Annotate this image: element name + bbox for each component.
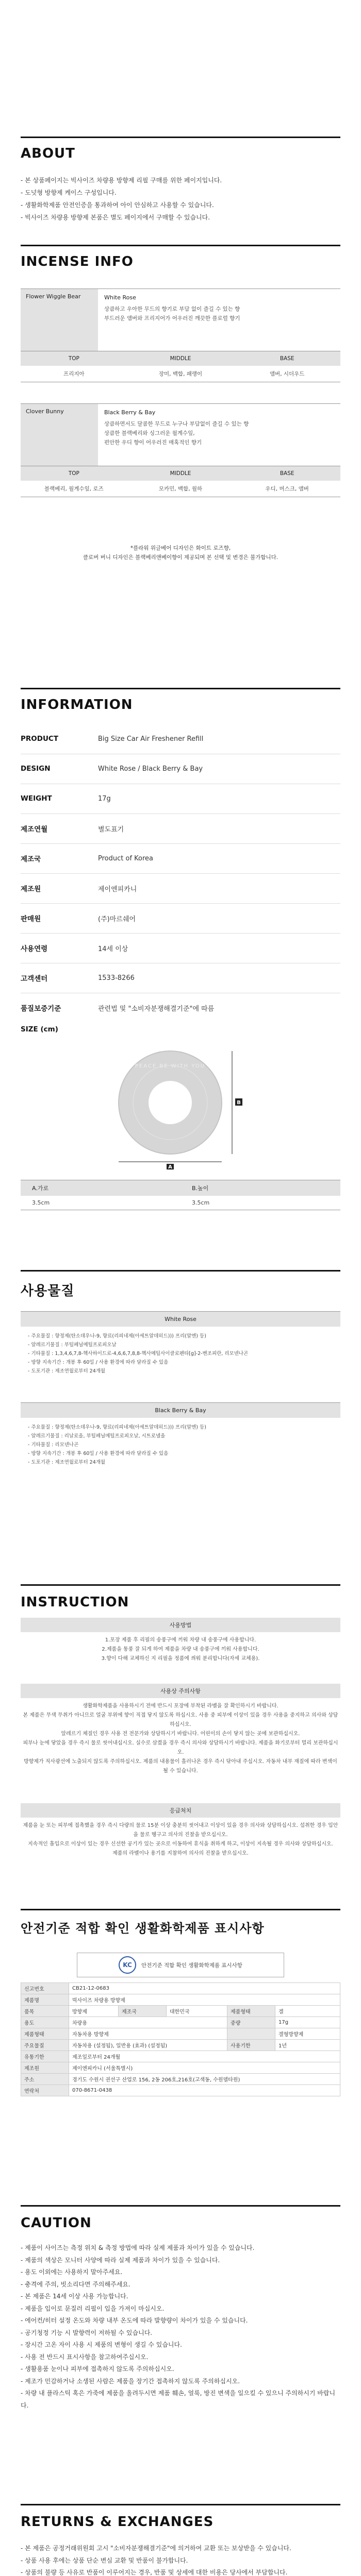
returns-item: - 본 제품은 공정거래위원회 고시 "소비자분쟁해결기준"에 의거하여 교환 또는 보상받을 수 있습니다. bbox=[21, 2545, 291, 2552]
safety-value: 빅사이즈 차량용 방향제 bbox=[69, 1994, 340, 2006]
safety-value: 070-8671-0438 bbox=[69, 2085, 340, 2096]
info-key: 고객센터 bbox=[21, 975, 48, 983]
safety-row bbox=[21, 2006, 340, 2017]
dim-a-label: A bbox=[168, 1164, 172, 1170]
kc-mark-icon: KC bbox=[119, 1956, 136, 1974]
safety-key: 제조국 bbox=[118, 2006, 166, 2017]
info-value: 별도표기 bbox=[98, 825, 124, 834]
note-base: 앰버, 시더우드 bbox=[269, 371, 305, 377]
safety-row bbox=[21, 2051, 340, 2062]
ingredient-group-body bbox=[21, 1423, 340, 1467]
ring-diagram bbox=[72, 1046, 289, 1170]
safety-value: 경기도 수원시 권선구 산업로 156, 2동 206호,216호(고색동, 수원델타원) bbox=[69, 2074, 340, 2085]
info-row-product bbox=[21, 724, 340, 754]
ingredient-line: - 알레르기물질 : 부틸페닐메틸프로피오날 bbox=[28, 1342, 117, 1348]
info-key: WEIGHT bbox=[21, 794, 52, 803]
info-key: 제조원 bbox=[21, 885, 41, 893]
safety-value: 제이엔피카니 (서울특별시) bbox=[69, 2062, 340, 2074]
info-key: DESIGN bbox=[21, 765, 51, 773]
safety-key: 제품형태 bbox=[227, 2006, 275, 2017]
about-item: - 생활화학제품 안전인증을 통과하여 아이 안심하고 사용할 수 있습니다. bbox=[21, 201, 214, 209]
about-item: - 본 상품페이지는 빅사이즈 차량용 방향제 리필 구매를 위한 페이지입니다. bbox=[21, 177, 222, 184]
info-value: (주)마르쉐어 bbox=[98, 915, 136, 923]
info-key: 제조연월 bbox=[21, 825, 48, 834]
ingredient-line: - 기타물질 : 1,3,4,6,7,8-헥사하이드로-4,6,6,7,8,8-헥사메틸사이클로펜타[g]-2-벤조피란, 리모넨나곤 bbox=[28, 1351, 249, 1357]
safety-row bbox=[21, 1994, 340, 2006]
safety-key: 주요물질 bbox=[21, 2040, 69, 2051]
notes-header-base: BASE bbox=[280, 470, 294, 477]
safety-key bbox=[227, 2028, 275, 2040]
scent-flower-wiggle-bear bbox=[21, 289, 340, 382]
notes-row bbox=[21, 366, 340, 382]
notes-header-middle: MIDDLE bbox=[170, 355, 191, 362]
safety-value: 자동차용 (설정됨), 일반용 (효과) (설정됨) bbox=[69, 2040, 227, 2051]
ingredient-line: - 기타물질 : 리모넨나곤 bbox=[28, 1442, 79, 1448]
notes-header-base: BASE bbox=[280, 355, 294, 362]
safety-key: 제품형태 bbox=[21, 2028, 69, 2040]
safety-value: 겔형방향제 bbox=[275, 2028, 340, 2040]
returns-item: - 상품의 불량 등 사유로 반품이 이루어지는 경우, 반품 및 상세에 대한 비용은 당사에서 부담합니다. bbox=[21, 2569, 288, 2576]
caution-item: - 본 제품은 14세 이상 사용 가능합니다. bbox=[21, 2293, 128, 2300]
safety-label bbox=[21, 1953, 340, 2096]
ring-hole bbox=[149, 1081, 192, 1124]
instruction-block-header: 사용상 주의사항 bbox=[21, 1684, 340, 1698]
safety-row bbox=[21, 2040, 340, 2051]
info-key: 품질보증기준 bbox=[21, 1005, 61, 1013]
instruction-block-body: 제품을 눈 또는 피부에 접촉했을 경우 즉시 다량의 물로 15분 이상 충분히 씻어내고 이상이 있을 경우 의사와 상담하십시오. 섭취한 경우 입안을 물로 헹구고 의사의 진찰을 받으십시오. 지속적인 흡입으로 이상이 있는 경우 신선한 공기가 있는 곳으로 이동하여 휴식을 취하게 하고, 이상이 지속될 경우 의사와 상담하십시오. 제품의 라벨이나 용기를 지참하여 의사의 진찰을 받으십시오. bbox=[23, 1823, 338, 1856]
info-row-manufacturer bbox=[21, 873, 340, 904]
caution-item: - 충격에 주의, 빗소리다면 주의해주세요. bbox=[21, 2280, 130, 2288]
note-base: 우디, 머스크, 앰버 bbox=[265, 486, 309, 492]
safety-row bbox=[21, 1983, 340, 1994]
safety-value: 방향제 bbox=[69, 2006, 119, 2017]
info-row-manufacture-date bbox=[21, 814, 340, 844]
safety-row bbox=[21, 2062, 340, 2074]
info-row-quality bbox=[21, 993, 340, 1023]
caution-item: - 공기청정 기능 시 발향력이 저하될 수 있습니다. bbox=[21, 2329, 153, 2336]
caution-item: - 차량 내 플라스틱 혹은 가죽에 제품을 올려두시면 제품 훼손, 얼룩, 방진 변색을 일으킬 수 있으니 주의하시기 바랍니다. bbox=[21, 2389, 336, 2409]
scent-desc-text: 상큼하면서도 달콤한 무드로 누구나 부담없이 즐길 수 있는 향 상큼한 블랙베리와 싱그러운 월계수잎, 편안한 우디 향이 어우러진 매혹적인 향기 bbox=[104, 421, 249, 446]
safety-key: 용도 bbox=[21, 2017, 69, 2028]
about-list bbox=[21, 174, 340, 224]
incense-title: INCENSE INFO bbox=[21, 254, 134, 269]
returns-list bbox=[21, 2543, 340, 2576]
safety-value: CB21-12-0683 bbox=[69, 1983, 340, 1994]
instruction-block-header: 사용방법 bbox=[21, 1618, 340, 1632]
safety-row bbox=[21, 2028, 340, 2040]
info-row-seller bbox=[21, 903, 340, 934]
ingredient-group-body bbox=[21, 1332, 340, 1376]
safety-value: 1년 bbox=[275, 2040, 340, 2051]
returns-rule bbox=[21, 2504, 340, 2505]
instruction-block-body: 1.포장 제품 후 리필의 송풍구에 끼워 차량 내 송풍구에 사용합니다. 2.제품을 통풍 잘 되게 하여 제품을 차량 내 송풍구에 끼워 사용합니다. 3.향이 다해 교체하신 지 리필을 정품에 씌워 분리합니다(자세 교체용). bbox=[101, 1637, 260, 1662]
info-value: 제이엔피카니 bbox=[98, 885, 137, 893]
about-title: ABOUT bbox=[21, 146, 75, 161]
safety-value: 제조일로부터 24개월 bbox=[69, 2051, 340, 2062]
size-table bbox=[21, 1180, 340, 1210]
info-row-customer-center bbox=[21, 963, 340, 993]
ingredient-line: - 도포기관 : 제조연월로부터 24개월 bbox=[28, 1368, 106, 1374]
safety-value: 차량용 bbox=[69, 2017, 227, 2028]
info-value: 17g bbox=[98, 794, 111, 803]
safety-title: 안전기준 적합 확인 생활화학제품 표시사항 bbox=[21, 1921, 265, 1936]
about-item: - 빅사이즈 차량용 방향제 본품은 별도 페이지에서 구매할 수 있습니다. bbox=[21, 214, 210, 221]
ingredient-group-header: Black Berry & Bay bbox=[21, 1402, 340, 1418]
notes-row bbox=[21, 481, 340, 497]
info-value: Product of Korea bbox=[98, 854, 154, 862]
info-value: White Rose / Black Berry & Bay bbox=[98, 765, 203, 773]
safety-table bbox=[21, 1982, 340, 2096]
safety-key: 주소 bbox=[21, 2074, 69, 2085]
info-value: Big Size Car Air Freshener Refill bbox=[98, 735, 204, 743]
ingredient-line: - 알레르기물질 : 리날로올, 부틸페닐메틸프로피오날, 시트로넬올 bbox=[28, 1433, 166, 1439]
caution-item: - 제품의 색상은 모니터 사양에 따라 실제 제품과 차이가 있을 수 있습니다. bbox=[21, 2256, 220, 2264]
safety-key: 신고번호 bbox=[21, 1983, 69, 1994]
info-key: 사용연령 bbox=[21, 945, 48, 953]
caution-rule bbox=[21, 2205, 340, 2207]
dim-b-label: B bbox=[237, 1100, 241, 1106]
scent-desc-title: Black Berry & Bay bbox=[104, 409, 156, 416]
safety-value: 겔 bbox=[275, 2006, 340, 2017]
caution-item: - 용도 이외에는 사용하지 말아주세요. bbox=[21, 2268, 123, 2276]
information-rule bbox=[21, 688, 340, 689]
notes-header bbox=[21, 466, 340, 481]
info-row-country bbox=[21, 843, 340, 874]
caution-title: CAUTION bbox=[21, 2215, 92, 2231]
safety-value: 17g bbox=[275, 2017, 340, 2028]
about-rule bbox=[21, 137, 340, 138]
returns-title: RETURNS & EXCHANGES bbox=[21, 2514, 214, 2530]
safety-key: 중량 bbox=[227, 2017, 275, 2028]
info-row-design bbox=[21, 754, 340, 784]
safety-row bbox=[21, 2074, 340, 2085]
safety-value: 대한민국 bbox=[166, 2006, 227, 2017]
ingredient-group-header: White Rose bbox=[21, 1311, 340, 1327]
instruction-rule bbox=[21, 1584, 340, 1586]
size-header-height: B.높이 bbox=[192, 1185, 209, 1192]
scent-description bbox=[98, 404, 340, 466]
size-table-row bbox=[21, 1196, 340, 1210]
ingredient-line: - 방향 지속기간 : 개봉 후 60일 / 사용 환경에 따라 달라질 수 있음 bbox=[28, 1451, 169, 1456]
ring-text: PEACE BE WITH YOU bbox=[135, 1063, 206, 1069]
notes-header-top: TOP bbox=[68, 470, 79, 477]
ingredient-line: - 주요물질 : 향정제(탄소데우나-9, 향료(리피네제(아세트알데히드))) 프리(알엔) 등) bbox=[28, 1333, 206, 1339]
caution-item: - 사용 전 반드시 표시사항을 참고하여주십시오. bbox=[21, 2353, 149, 2361]
ingredients-rule bbox=[21, 1270, 340, 1272]
scent-description bbox=[98, 289, 340, 351]
info-row-weight bbox=[21, 784, 340, 814]
caution-item: - 제품이 사이즈는 측정 위치 & 측정 방법에 따라 실제 제품과 차이가 있을 수 있습니다. bbox=[21, 2244, 255, 2251]
notes-header bbox=[21, 351, 340, 366]
info-row-age bbox=[21, 933, 340, 963]
safety-value: 자동차용 방향제 bbox=[69, 2028, 227, 2040]
safety-row bbox=[21, 2085, 340, 2096]
instruction-block-body: 생활화학제품을 사용하시기 전에 반드시 포장에 부착된 라벨을 잘 확인하시기 바랍니다. 본 제품은 무색 무취가 아니므로 얼굴 부위에 향이 직접 닿지 않도록 하십시오. 사용 중 피부에 이상이 있을 경우 사용을 중지하고 의사와 상담하십시오. 알레르기 체질인 경우 사용 전 전문가와 상담하시기 바랍니다. 어린이의 손이 닿지 않는 곳에 보관하십시오. 피부나 눈에 닿았을 경우 즉시 물로 씻어내십시오. 실수로 삼켰을 경우 즉시 의사와 상담하시기 바랍니다. 제품을 화기로부터 멀리 보관하십시오. 방향제가 직사광선에 노출되지 않도록 주의하십시오. 제품의 내용물이 흘러나온 경우 즉시 닦아내 주십시오. 자동차 내부 재질에 따라 변색이 될 수 있습니다. bbox=[23, 1703, 338, 1774]
notes-header-middle: MIDDLE bbox=[170, 470, 191, 477]
about-item: - 도넛형 방향제 케이스 구성입니다. bbox=[21, 189, 117, 196]
info-key: PRODUCT bbox=[21, 735, 59, 743]
safety-key: 제조원 bbox=[21, 2062, 69, 2074]
note-top: 블랙베리, 월계수잎, 로즈 bbox=[44, 486, 104, 492]
safety-badge bbox=[77, 1953, 284, 1977]
info-value: 관련법 및 "소비자분쟁해결기준"에 따름 bbox=[98, 1005, 215, 1013]
ingredients-title: 사용물질 bbox=[21, 1283, 75, 1299]
incense-rule bbox=[21, 245, 340, 246]
info-key: 판매원 bbox=[21, 915, 41, 923]
note-middle: 모카민, 백합, 월하 bbox=[158, 486, 203, 492]
caution-item: - 생활용품 눈이나 피부에 접촉하지 않도록 주의하십시오. bbox=[21, 2365, 174, 2372]
caution-item: - 에어컨/히터 설정 온도와 차량 내부 온도에 따라 발향량이 차이가 있을 수 있습니다. bbox=[21, 2317, 248, 2324]
size-header-width: A.가로 bbox=[32, 1185, 49, 1192]
incense-footnote: *플라워 위글베어 디자인은 화이트 로즈향, 클로버 버니 디자인은 블랙베리앤베이향이 제공되며 본 선택 및 변경은 불가합니다. bbox=[83, 545, 278, 561]
ingredient-line: - 방향 지속기간 : 개봉 후 60일 / 사용 환경에 따라 달라질 수 있음 bbox=[28, 1360, 169, 1365]
caution-item: - 장시간 고온 자이 사용 시 제품의 변형이 생길 수 있습니다. bbox=[21, 2341, 182, 2348]
size-value-height: 3.5cm bbox=[192, 1199, 210, 1206]
safety-key: 품목 bbox=[21, 2006, 69, 2017]
caution-item: - 제조가 민감하거나 소생된 사람은 제품을 장기간 접촉하지 않도록 주의하십시오. bbox=[21, 2377, 240, 2385]
scent-clover-bunny bbox=[21, 403, 340, 497]
safety-key: 사용기한 bbox=[227, 2040, 275, 2051]
safety-key: 연락처 bbox=[21, 2085, 69, 2096]
scent-name: Flower Wiggle Bear bbox=[21, 289, 98, 351]
size-value-width: 3.5cm bbox=[32, 1199, 50, 1206]
notes-header-top: TOP bbox=[68, 355, 79, 362]
note-top: 프리지아 bbox=[63, 371, 85, 377]
size-diagram bbox=[72, 1046, 289, 1170]
scent-name: Clover Bunny bbox=[21, 404, 98, 466]
instruction-block-header: 응급처치 bbox=[21, 1803, 340, 1818]
scent-desc-title: White Rose bbox=[104, 294, 136, 301]
note-middle: 장미, 백합, 패랭이 bbox=[158, 371, 203, 377]
caution-list bbox=[21, 2242, 340, 2412]
info-value: 1533-8266 bbox=[98, 974, 135, 982]
safety-key: 유통기한 bbox=[21, 2051, 69, 2062]
safety-badge-text: 안전기준 적합 확인 생활화학제품 표시사항 bbox=[141, 1962, 242, 1969]
size-label: SIZE (cm) bbox=[21, 1025, 58, 1033]
safety-key: 제품명 bbox=[21, 1994, 69, 2006]
safety-rule bbox=[21, 1909, 340, 1910]
scent-desc-text: 상큼하고 우아한 무드의 향기로 부담 없이 즐길 수 있는 향 부드러운 앰버와 프리지어가 어우러진 깨끗한 플로럴 향기 bbox=[104, 306, 240, 321]
returns-item: - 상품 사용 후에는 상품 단순 변심 교환 및 반품이 불가합니다. bbox=[21, 2556, 188, 2564]
safety-row bbox=[21, 2017, 340, 2028]
information-title: INFORMATION bbox=[21, 697, 133, 713]
ingredient-line: - 주요물질 : 향정제(탄소데우나-9, 향료(리피네제(아세트알데히드))) 프리(알엔) 등) bbox=[28, 1425, 206, 1430]
info-value: 14세 이상 bbox=[98, 945, 128, 953]
size-table-header bbox=[21, 1180, 340, 1196]
caution-item: - 제품을 입이로 문질러 리필이 입을 가져이 마십시오. bbox=[21, 2304, 165, 2312]
info-key: 제조국 bbox=[21, 855, 41, 863]
instruction-title: INSTRUCTION bbox=[21, 1595, 129, 1610]
ingredient-line: - 도포기관 : 제조연월로부터 24개월 bbox=[28, 1460, 106, 1465]
